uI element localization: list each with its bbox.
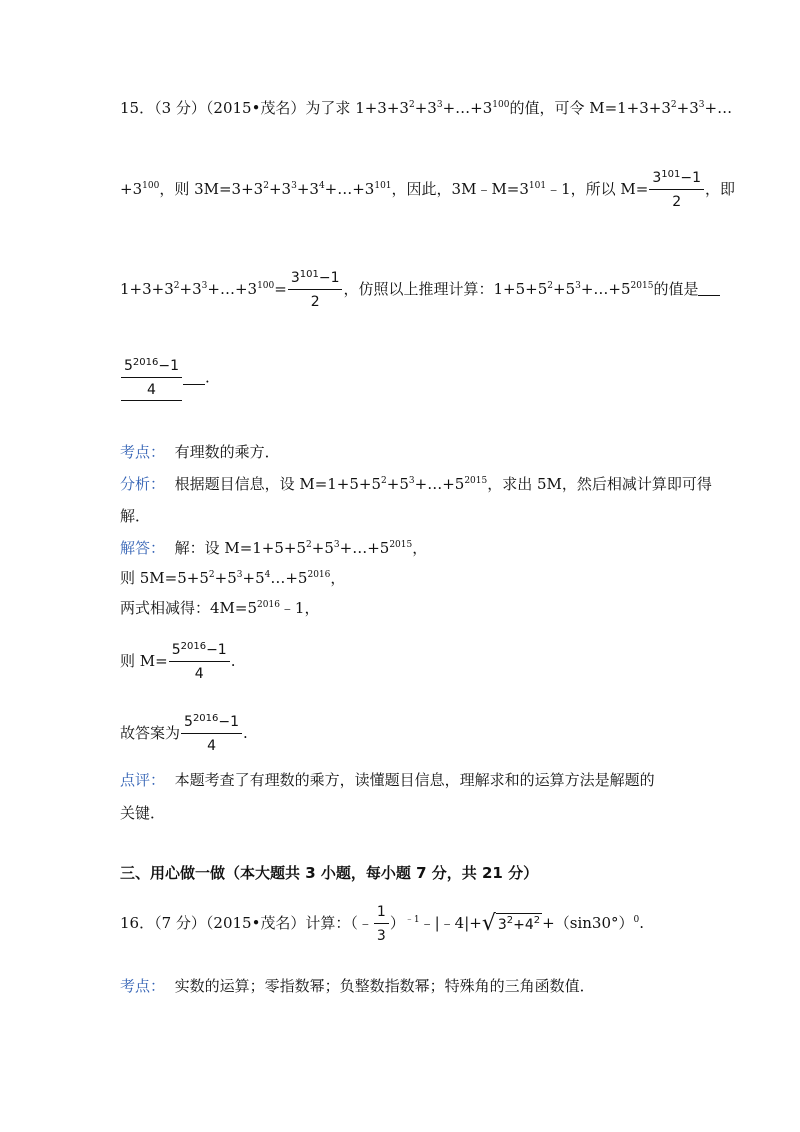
q15-line-1: 15．（3 分）（2015•茂名）为了求 $1+3+3^2+3^3+\dots+3^{100}$的值，可令 $M=1+3+3^2+3^3+\dots$ (120, 99, 733, 117)
kaodian-label: 考点： (120, 977, 166, 995)
square-root: √ $3^2+4^2$ (481, 911, 541, 936)
kaodian-label: 考点： (120, 443, 166, 461)
fraction: $\frac{5^{2016}-1}{4}$ (121, 356, 182, 401)
q15-line-3: $1+3+3^2+3^3+\dots+3^{100}=$ $\frac{3^{101}-1}{2}$ ，仿照以上推理计算：$1+5+5^2+5^3+\dots+5^{2015}$的值是 (120, 268, 720, 312)
section-heading: 三、用心做一做（本大题共 3 小题，每小题 7 分，共 21 分） (120, 864, 539, 882)
fenxi-cont: 解． (120, 507, 151, 525)
solution-line-5: 故答案为 $\frac{5^{2016}-1}{4}$ . (120, 713, 248, 754)
fraction: $\frac{5^{2016}-1}{4}$ (181, 712, 242, 756)
answer-blank (698, 281, 720, 296)
q16-kaodian-line: 考点： 实数的运算；零指数幂；负整数指数幂；特殊角的三角函数值． (120, 977, 595, 995)
dianping-label: 点评： (120, 771, 166, 789)
jieda-line: 解答： 解：设 $M=1+5+5^2+5^3+\dots+5^{2015}$， (120, 539, 428, 557)
fraction: $\frac{1}{3}$ (374, 902, 389, 946)
dianping-line: 点评： 本题考查了有理数的乘方，读懂题目信息，理解求和的运算方法是解题的 (120, 771, 655, 789)
fenxi-line: 分析： 根据题目信息，设 $M=1+5+5^2+5^3+\dots+5^{2015}$，求出 5M，然后相减计算即可得 (120, 475, 712, 493)
fraction: $\frac{3^{101}-1}{2}$ (288, 268, 343, 312)
q16-line: 16．（7 分）（2015•茂名）计算：（﹣ $\frac{1}{3}$ ）$^{﹣1}$﹣|﹣4|+√ $3^2+4^2 +(\sin 30^\circ)^0$. (120, 904, 644, 944)
solution-line-4: 则 M= $\frac{5^{2016}-1}{4}$ . (120, 641, 236, 682)
jieda-label: 解答： (120, 539, 166, 557)
q15-answer: $\frac{5^{2016}-1}{4}$ . (120, 356, 210, 401)
solution-line-3: 两式相减得：$4M=5^{2016}﹣1$， (120, 599, 320, 617)
q15-line-2: $+3^{100}$，则 $3M=3+3^2+3^3+3^4+\dots+3^{101}$，因此，$3M﹣M=3^{101}﹣1$，所以 M= $\frac{3^{101}-1}{2}$ ，即 (120, 169, 736, 210)
solution-line-2: 则 $5M=5+5^2+5^3+5^4\dots+5^{2016}$， (120, 569, 346, 587)
fraction: $\frac{5^{2016}-1}{4}$ (169, 640, 230, 684)
kaodian-line: 考点： 有理数的乘方． (120, 443, 280, 461)
dianping-cont: 关键． (120, 804, 166, 822)
fraction: $\frac{3^{101}-1}{2}$ (649, 168, 704, 212)
answer-blank (183, 370, 205, 385)
fenxi-label: 分析： (120, 475, 166, 493)
